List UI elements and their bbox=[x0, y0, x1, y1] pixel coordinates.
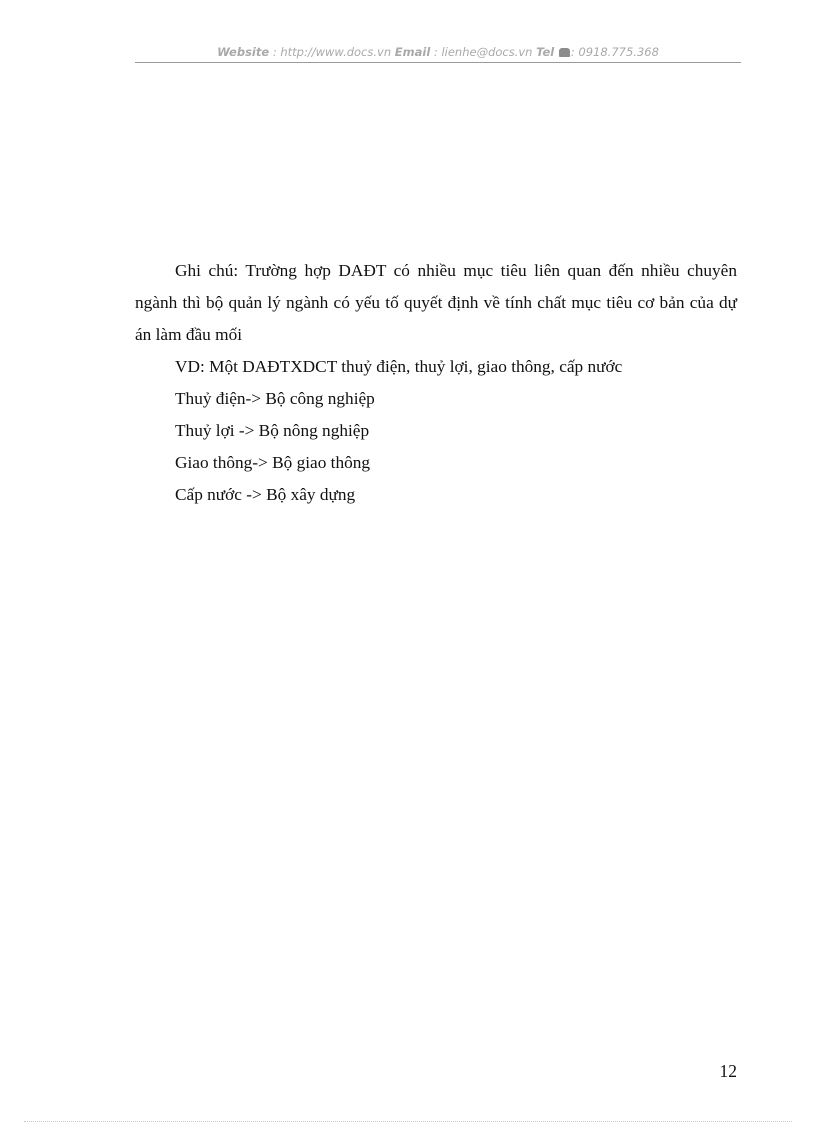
website-label: Website bbox=[217, 45, 270, 59]
note-paragraph: Ghi chú: Trường hợp DAĐT có nhiều mục tiêu liên quan đến nhiều chuyên ngành thì bộ quản lý ngành có yếu tố quyết định về tính chất mục tiêu cơ bản của dự án làm đầu mối bbox=[135, 261, 737, 344]
page-number: 12 bbox=[719, 1061, 737, 1081]
list-item: Giao thông-> Bộ giao thông bbox=[175, 453, 371, 472]
footer-divider bbox=[24, 1121, 792, 1122]
tel-number: : 0918.775.368 bbox=[570, 45, 659, 59]
page-header bbox=[135, 45, 741, 59]
email-label: Email bbox=[394, 45, 431, 59]
list-item: Thuỷ điện-> Bộ công nghiệp bbox=[175, 389, 375, 408]
list-item: Thuỷ lợi -> Bộ nông nghiệp bbox=[175, 421, 370, 440]
email-address: : lienhe@docs.vn bbox=[430, 45, 537, 59]
website-url: : http://www.docs.vn bbox=[269, 45, 395, 59]
example-line: VD: Một DAĐTXDCT thuỷ điện, thuỷ lợi, giao thông, cấp nước bbox=[175, 357, 623, 376]
phone-icon bbox=[559, 48, 570, 57]
list-item: Cấp nước -> Bộ xây dựng bbox=[175, 485, 356, 504]
header-divider bbox=[135, 62, 741, 63]
tel-label: Tel bbox=[536, 45, 555, 59]
document-body bbox=[135, 255, 737, 511]
